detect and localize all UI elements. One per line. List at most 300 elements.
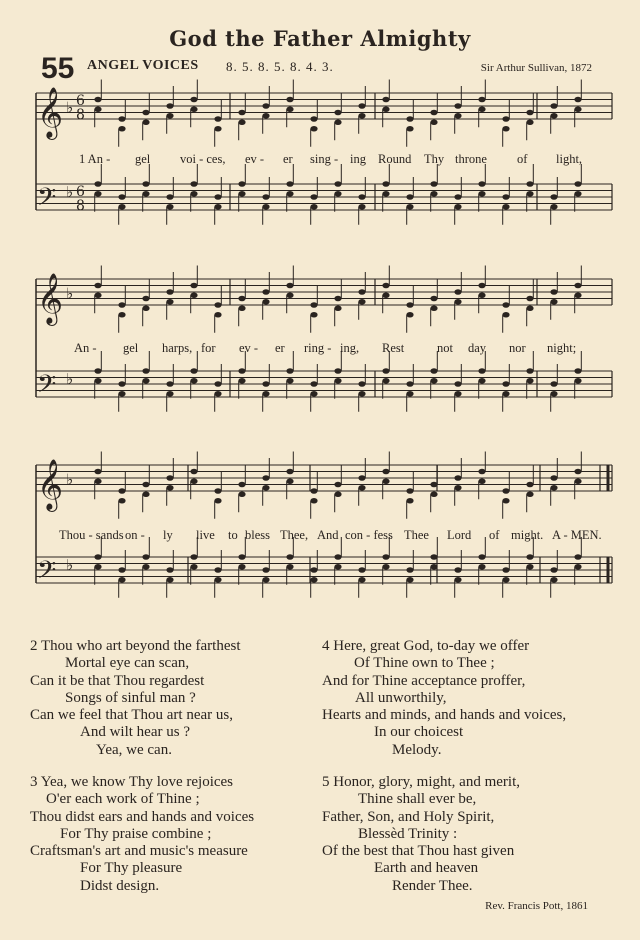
note-head — [382, 292, 389, 298]
note-head — [238, 119, 245, 125]
note-head — [550, 204, 557, 210]
note-head — [478, 97, 485, 103]
lyric-word: throne — [455, 152, 487, 166]
verse-line: Of the best that Thou hast given — [322, 843, 515, 860]
lyric-word: might. — [511, 528, 544, 542]
note-head — [94, 106, 101, 112]
note-head — [526, 305, 533, 311]
note-head — [550, 381, 557, 387]
verse-line: In our choicest — [374, 724, 464, 741]
lyric-word: ing, — [340, 341, 360, 355]
verse-line: Blessèd Trinity : — [358, 825, 458, 842]
note-head — [502, 312, 509, 318]
note-head — [118, 381, 125, 387]
note-head — [142, 378, 149, 384]
note-head — [166, 194, 173, 200]
note-head — [118, 126, 125, 132]
note-head — [358, 289, 365, 295]
author-credit: Rev. Francis Pott, 1861 — [485, 900, 588, 912]
note-head — [454, 485, 461, 491]
note-head — [166, 289, 173, 295]
note-head — [286, 368, 293, 374]
note-head — [382, 97, 389, 103]
note-head — [406, 577, 413, 583]
lyric-word: for — [201, 341, 216, 355]
composer-credit: Sir Arthur Sullivan, 1872 — [480, 62, 592, 74]
verse-line: Craftsman's art and music's measure — [30, 843, 248, 860]
note-head — [118, 312, 125, 318]
note-head — [454, 103, 461, 109]
lyric-word: Rest — [382, 341, 405, 355]
note-head — [454, 194, 461, 200]
note-head — [262, 391, 269, 397]
note-head — [214, 126, 221, 132]
treble-clef: 𝄞 — [37, 87, 64, 138]
key-signature-flat: ♭ — [66, 470, 74, 489]
note-head — [166, 299, 173, 305]
note-head — [502, 116, 509, 122]
note-head — [166, 204, 173, 210]
lyric-word: ev - — [245, 152, 265, 166]
note-head — [454, 299, 461, 305]
note-head — [430, 554, 437, 560]
note-head — [118, 391, 125, 397]
note-head — [166, 577, 173, 583]
verse-line: Melody. — [392, 741, 442, 758]
note-head — [166, 567, 173, 573]
verse-line: Of Thine own to Thee ; — [354, 655, 495, 672]
note-head — [166, 391, 173, 397]
note-head — [262, 381, 269, 387]
verse-line: 2 Thou who art beyond the farthest — [30, 638, 241, 654]
note-head — [286, 478, 293, 484]
note-head — [334, 110, 341, 116]
note-head — [502, 194, 509, 200]
lyric-word: ev - — [239, 341, 259, 355]
lyric-word: Thee — [404, 528, 429, 542]
note-head — [382, 469, 389, 475]
note-head — [214, 381, 221, 387]
note-head — [574, 469, 581, 475]
note-head — [334, 191, 341, 197]
note-head — [550, 194, 557, 200]
verse-line: Earth and heaven — [374, 860, 479, 877]
note-head — [118, 488, 125, 494]
note-head — [526, 554, 533, 560]
note-head — [190, 97, 197, 103]
note-head — [286, 469, 293, 475]
note-head — [310, 194, 317, 200]
note-head — [454, 391, 461, 397]
note-head — [310, 204, 317, 210]
note-head — [166, 113, 173, 119]
verse-line: 5 Honor, glory, might, and merit, — [322, 774, 520, 790]
lyric-word: day — [468, 341, 487, 355]
note-head — [214, 312, 221, 318]
note-head — [238, 378, 245, 384]
note-head — [430, 181, 437, 187]
note-head — [550, 103, 557, 109]
note-head — [310, 116, 317, 122]
key-signature-flat: ♭ — [66, 556, 74, 574]
lyric-word: Lord — [447, 528, 472, 542]
note-head — [574, 554, 581, 560]
note-head — [478, 478, 485, 484]
verse-line: Thou didst ears and hands and voices — [30, 808, 255, 825]
note-head — [190, 378, 197, 384]
note-head — [574, 191, 581, 197]
note-head — [430, 378, 437, 384]
note-head — [262, 113, 269, 119]
note-head — [358, 194, 365, 200]
note-head — [166, 103, 173, 109]
note-head — [334, 296, 341, 302]
note-head — [574, 97, 581, 103]
note-head — [94, 97, 101, 103]
note-head — [550, 289, 557, 295]
verse-line: Mortal eye can scan, — [65, 655, 190, 672]
note-head — [526, 378, 533, 384]
lyric-word: light, — [556, 152, 583, 166]
note-head — [502, 302, 509, 308]
verse-line: Can it be that Thou regardest — [30, 672, 205, 689]
verse-line: Didst design. — [80, 877, 160, 894]
verse-line: And for Thine acceptance proffer, — [322, 672, 526, 689]
verse-line: Songs of sinful man ? — [65, 689, 196, 706]
note-head — [358, 567, 365, 573]
note-head — [142, 482, 149, 488]
lyric-word: night; — [547, 341, 577, 355]
verse-line: And wilt hear us ? — [80, 724, 190, 741]
lyric-word: ly — [163, 528, 173, 542]
lyric-word: gel — [123, 341, 139, 355]
note-head — [550, 113, 557, 119]
lyric-word: And — [317, 528, 339, 542]
note-head — [478, 554, 485, 560]
note-head — [94, 469, 101, 475]
note-head — [214, 302, 221, 308]
meter: 8. 5. 8. 5. 8. 4. 3. — [226, 59, 334, 74]
note-head — [94, 564, 101, 570]
note-head — [526, 119, 533, 125]
verse-line: All unworthily, — [355, 689, 447, 706]
note-head — [334, 564, 341, 570]
note-head — [358, 391, 365, 397]
note-head — [238, 305, 245, 311]
lyric-word: Thy — [424, 152, 445, 166]
note-head — [526, 181, 533, 187]
note-head — [550, 577, 557, 583]
note-head — [310, 302, 317, 308]
note-head — [574, 292, 581, 298]
note-head — [190, 181, 197, 187]
note-head — [406, 116, 413, 122]
hymn-number: 55 — [41, 52, 75, 85]
note-head — [94, 554, 101, 560]
note-head — [238, 482, 245, 488]
note-head — [214, 116, 221, 122]
note-head — [478, 191, 485, 197]
note-head — [430, 305, 437, 311]
note-head — [574, 478, 581, 484]
note-head — [190, 564, 197, 570]
note-head — [286, 564, 293, 570]
note-head — [358, 577, 365, 583]
note-head — [286, 292, 293, 298]
verse-line: Father, Son, and Holy Spirit, — [322, 808, 495, 825]
note-head — [358, 381, 365, 387]
key-signature-flat: ♭ — [66, 98, 74, 117]
note-head — [502, 488, 509, 494]
verse-line: Yea, we can. — [96, 741, 172, 758]
note-head — [454, 289, 461, 295]
note-head — [238, 554, 245, 560]
note-head — [382, 554, 389, 560]
note-head — [94, 478, 101, 484]
note-head — [430, 296, 437, 302]
note-head — [334, 482, 341, 488]
note-head — [310, 312, 317, 318]
lyric-word: er — [283, 152, 293, 166]
note-head — [262, 577, 269, 583]
note-head — [142, 296, 149, 302]
time-signature: 6 — [76, 93, 85, 109]
note-head — [262, 299, 269, 305]
note-head — [526, 110, 533, 116]
lyric-word: 1 An - — [79, 152, 111, 166]
note-head — [238, 110, 245, 116]
note-head — [238, 368, 245, 374]
note-head — [550, 299, 557, 305]
verse-5 — [322, 774, 520, 895]
verse-2 — [30, 638, 241, 759]
lyric-word: A - MEN. — [552, 528, 602, 542]
note-head — [214, 577, 221, 583]
note-head — [262, 289, 269, 295]
note-head — [214, 488, 221, 494]
lyric-word: harps, — [162, 341, 193, 355]
note-head — [454, 475, 461, 481]
note-head — [262, 485, 269, 491]
note-head — [94, 181, 101, 187]
key-signature-flat: ♭ — [66, 284, 74, 303]
note-head — [118, 302, 125, 308]
verse-line: 3 Yea, we know Thy love rejoices — [30, 774, 234, 790]
note-head — [478, 181, 485, 187]
note-head — [502, 391, 509, 397]
note-head — [502, 498, 509, 504]
time-signature: 8 — [76, 107, 85, 123]
note-head — [550, 475, 557, 481]
lyric-word: ing — [350, 152, 366, 166]
note-head — [430, 110, 437, 116]
note-head — [142, 564, 149, 570]
note-head — [478, 564, 485, 570]
lyric-word: of — [517, 152, 528, 166]
note-head — [454, 567, 461, 573]
note-head — [574, 564, 581, 570]
note-head — [94, 283, 101, 289]
note-head — [118, 116, 125, 122]
note-head — [358, 475, 365, 481]
note-head — [502, 381, 509, 387]
note-head — [118, 204, 125, 210]
note-head — [454, 113, 461, 119]
treble-clef: 𝄞 — [37, 459, 64, 510]
note-head — [286, 378, 293, 384]
note-head — [262, 204, 269, 210]
note-head — [550, 567, 557, 573]
verse-line: Render Thee. — [392, 877, 473, 894]
note-head — [574, 106, 581, 112]
note-head — [526, 482, 533, 488]
verse-line: O'er each work of Thine ; — [46, 791, 200, 808]
note-head — [310, 498, 317, 504]
note-head — [430, 564, 437, 570]
note-head — [94, 368, 101, 374]
note-head — [118, 194, 125, 200]
note-head — [238, 491, 245, 497]
note-head — [358, 103, 365, 109]
note-head — [382, 478, 389, 484]
note-head — [502, 577, 509, 583]
time-signature: 6 — [76, 184, 85, 200]
lyric-word: sing - — [310, 152, 339, 166]
note-head — [478, 378, 485, 384]
lyric-word: to — [228, 528, 238, 542]
note-head — [142, 110, 149, 116]
note-head — [406, 391, 413, 397]
note-head — [190, 106, 197, 112]
note-head — [190, 283, 197, 289]
note-head — [286, 181, 293, 187]
verse-line: For Thy praise combine ; — [60, 825, 212, 842]
lyric-word: voi - ces, — [180, 152, 226, 166]
note-head — [526, 491, 533, 497]
note-head — [406, 302, 413, 308]
note-head — [334, 305, 341, 311]
note-head — [334, 491, 341, 497]
lyric-word: live — [196, 528, 215, 542]
note-head — [190, 469, 197, 475]
note-head — [574, 368, 581, 374]
lyric-word: nor — [509, 341, 526, 355]
note-head — [334, 378, 341, 384]
treble-clef: 𝄞 — [37, 273, 64, 324]
note-head — [454, 204, 461, 210]
note-head — [214, 498, 221, 504]
lyric-word: bless — [245, 528, 270, 542]
note-head — [286, 106, 293, 112]
note-head — [190, 292, 197, 298]
bass-clef: 𝄢 — [37, 183, 57, 218]
note-head — [358, 299, 365, 305]
note-head — [574, 283, 581, 289]
note-head — [238, 181, 245, 187]
note-head — [94, 292, 101, 298]
note-head — [406, 488, 413, 494]
lyric-word: con - fess — [345, 528, 393, 542]
lyric-word: Round — [378, 152, 412, 166]
note-head — [454, 577, 461, 583]
note-head — [406, 312, 413, 318]
note-head — [478, 106, 485, 112]
note-head — [526, 296, 533, 302]
note-head — [406, 194, 413, 200]
note-head — [382, 378, 389, 384]
key-signature-flat: ♭ — [66, 183, 74, 201]
note-head — [358, 485, 365, 491]
bass-clef: 𝄢 — [37, 556, 57, 591]
note-head — [574, 378, 581, 384]
lyric-word: Thee, — [280, 528, 309, 542]
note-head — [190, 554, 197, 560]
note-head — [142, 368, 149, 374]
note-head — [334, 554, 341, 560]
note-head — [94, 378, 101, 384]
note-head — [502, 204, 509, 210]
verse-3 — [30, 774, 254, 895]
note-head — [478, 283, 485, 289]
bass-clef: 𝄢 — [37, 370, 57, 405]
note-head — [166, 475, 173, 481]
note-head — [190, 478, 197, 484]
note-head — [502, 126, 509, 132]
verse-line: Can we feel that Thou art near us, — [30, 707, 233, 724]
note-head — [286, 191, 293, 197]
note-head — [382, 191, 389, 197]
note-head — [382, 283, 389, 289]
note-head — [334, 368, 341, 374]
note-head — [406, 204, 413, 210]
note-head — [406, 498, 413, 504]
note-head — [118, 567, 125, 573]
note-head — [310, 577, 317, 583]
note-head — [214, 567, 221, 573]
lyric-word: ring - — [304, 341, 332, 355]
note-head — [262, 475, 269, 481]
note-head — [142, 119, 149, 125]
note-head — [430, 368, 437, 374]
note-head — [382, 106, 389, 112]
note-head — [190, 368, 197, 374]
note-head — [310, 488, 317, 494]
note-head — [142, 181, 149, 187]
note-head — [550, 391, 557, 397]
note-head — [382, 368, 389, 374]
verse-4 — [322, 638, 566, 759]
note-head — [262, 194, 269, 200]
note-head — [142, 491, 149, 497]
verse-line: 4 Here, great God, to-day we offer — [322, 638, 530, 654]
lyric-word: not — [437, 341, 453, 355]
note-head — [478, 292, 485, 298]
note-head — [334, 181, 341, 187]
note-head — [166, 485, 173, 491]
time-signature: 8 — [76, 198, 85, 214]
note-head — [310, 567, 317, 573]
note-head — [142, 305, 149, 311]
lyric-word: gel — [135, 152, 151, 166]
note-head — [526, 191, 533, 197]
verse-line: Hearts and minds, and hands and voices, — [322, 707, 567, 724]
note-head — [190, 191, 197, 197]
note-head — [286, 283, 293, 289]
note-head — [238, 564, 245, 570]
note-head — [406, 126, 413, 132]
verse-line: Thine shall ever be, — [358, 791, 477, 808]
note-head — [502, 567, 509, 573]
